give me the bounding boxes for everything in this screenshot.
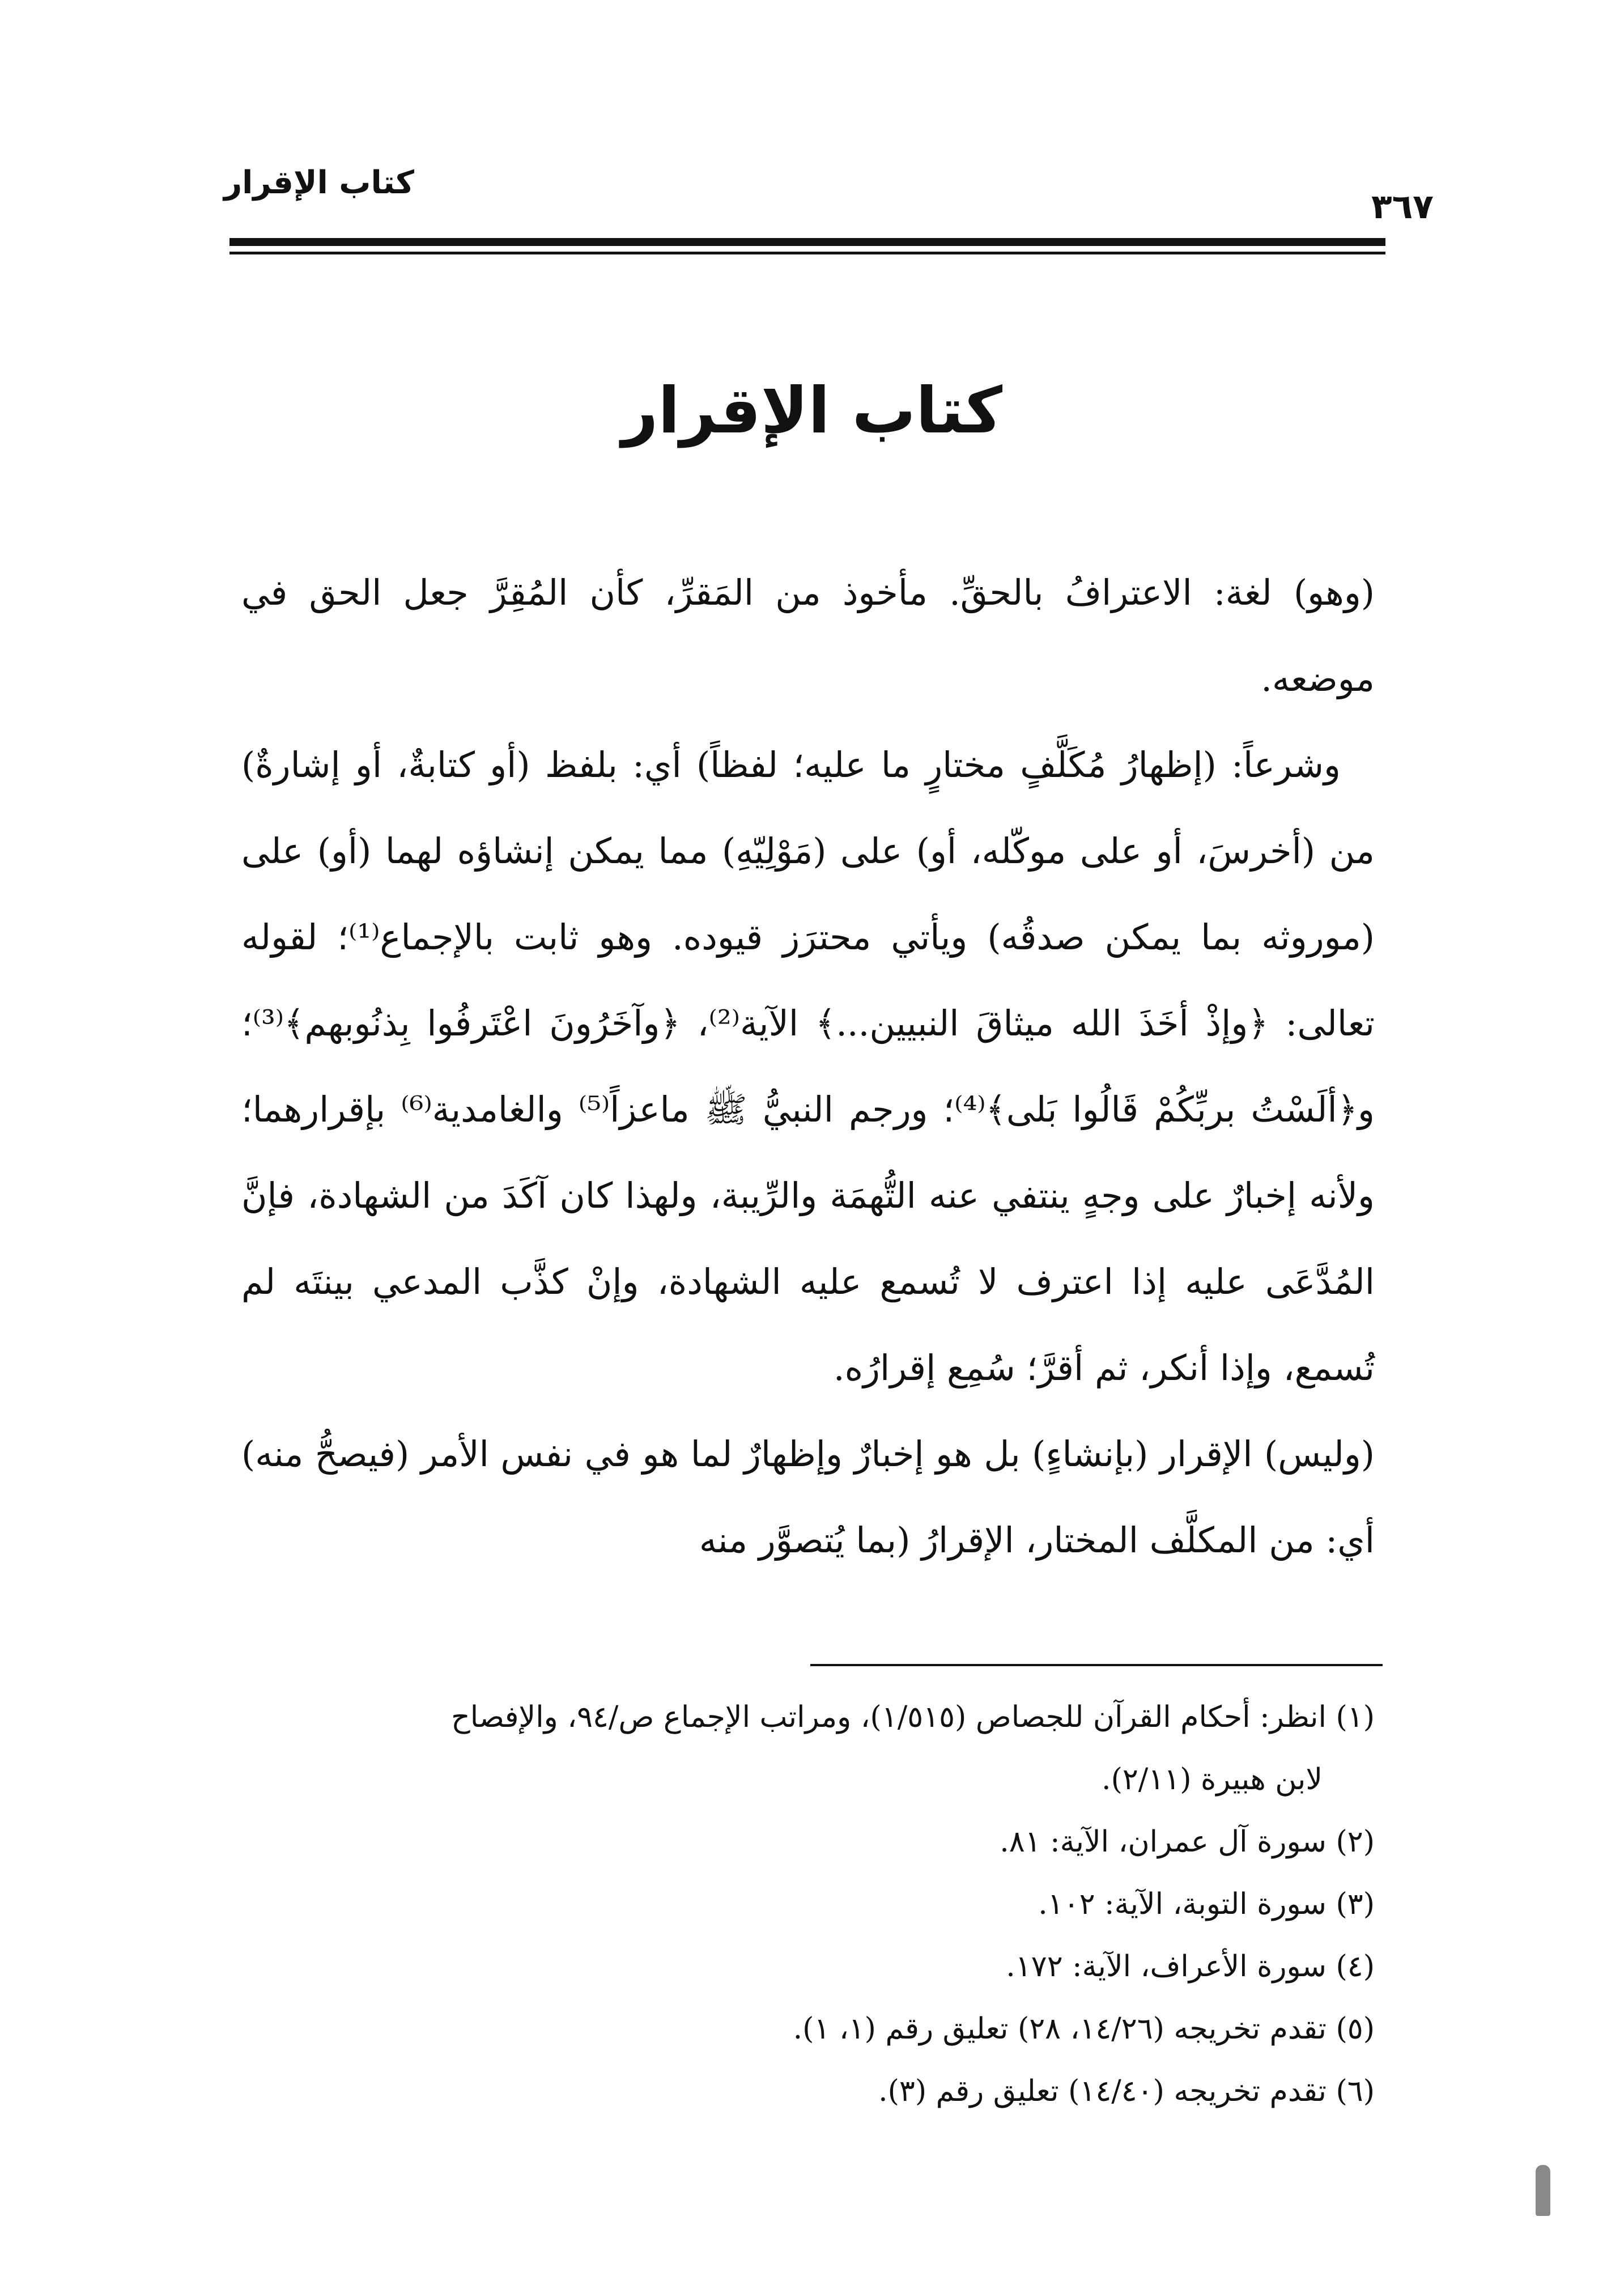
page-number: ٣٦٧ [1371,187,1434,227]
footnote-number: (٥) [1336,2012,1375,2046]
footnote-text: سورة التوبة، الآية: ١٠٢. [1038,1887,1327,1921]
scan-page-edge-mark [1536,2165,1550,2216]
footnote-number: (٣) [1336,1887,1375,1921]
footnote-item [241,1686,1375,1748]
paragraph-definition-legal: وشرعاً: (إظهارُ مُكَلَّفٍ مختارٍ ما عليه؛ لفظاً) أي: بلفظ (أو كتابةٌ، أو إشارةٌ) من (أخرسَ، أو على موكّله، أو) على (مَوْلِيّهِ) مما يمكن إنشاؤه لهما (أو) على (موروثه بما يمكن صدقُه) ويأتي محترَز قيوده. وهو ثابت بالإجماع⁽¹⁾؛ لقوله تعالى: ﴿وإذْ أخَذَ الله ميثاقَ النبيين...﴾ الآية⁽²⁾، ﴿وآخَرُونَ اعْتَرفُوا بِذنُوبهم﴾⁽³⁾؛ و﴿ألَسْتُ بربِّكُمْ قَالُوا بَلى﴾⁽⁴⁾؛ ورجم النبيُّ ﷺ ماعزاً⁽⁵⁾ والغامدية⁽⁶⁾ بإقرارهما؛ ولأنه إخبارٌ على وجهٍ ينتفي عنه التُّهمَة والرِّيبة، ولهذا كان آكَدَ من الشهادة، فإنَّ المُدَّعَى عليه إذا اعترف لا تُسمع عليه الشهادة، وإنْ كذَّب المدعي بينتَه لم تُسمع، وإذا أنكر، ثم أقرَّ؛ سُمِع إقرارُه. [241,744,1375,1388]
footnotes [241,1686,1375,2122]
footnote-text: انظر: أحكام القرآن للجصاص (١/٥١٥)، ومراتب الإجماع ص/٩٤، والإفصاح [451,1700,1327,1734]
footnote-item [241,2060,1375,2122]
footnote-continuation: لابن هبيرة (٢/١١). [1102,1763,1323,1797]
footnote-text: تقدم تخريجه (١٤/٢٦، ٢٨) تعليق رقم (١، ١). [793,2012,1327,2046]
footnote-text: سورة الأعراف، الآية: ١٧٢. [1006,1950,1327,1984]
footnote-number: (١) [1336,1700,1375,1734]
footnote-number: (٢) [1336,1825,1375,1859]
paragraph-not-inshaa: (وليس) الإقرار (بإنشاءٍ) بل هو إخبارٌ وإظهارٌ لما هو في نفس الأمر (فيصحُّ منه) أي: من المكلَّف المختار، الإقرارُ (بما يُتصوَّر منه [241,1433,1375,1561]
footnote-number: (٤) [1336,1950,1375,1984]
footnote-text: تقدم تخريجه (١٤/٤٠) تعليق رقم (٣). [878,2074,1327,2108]
footnote-item [241,1935,1375,1998]
footnote-item [241,1998,1375,2060]
footnote-number: (٦) [1336,2074,1375,2108]
footnote-item [241,1811,1375,1873]
running-header-title: كتاب الإقرار [223,164,414,201]
header-rule-thin [229,252,1385,254]
chapter-title: كتاب الإقرار [621,374,1003,448]
footnote-separator [810,1664,1383,1666]
footnote-text: سورة آل عمران، الآية: ٨١. [1000,1825,1327,1859]
paragraph-definition-linguistic: (وهو) لغة: الاعترافُ بالحقِّ. مأخوذ من المَقرِّ، كأن المُقِرَّ جعل الحق في موضعه. [241,572,1375,699]
header-rule-thick [229,238,1385,246]
footnote-item [241,1873,1375,1935]
main-text [241,550,1375,1583]
